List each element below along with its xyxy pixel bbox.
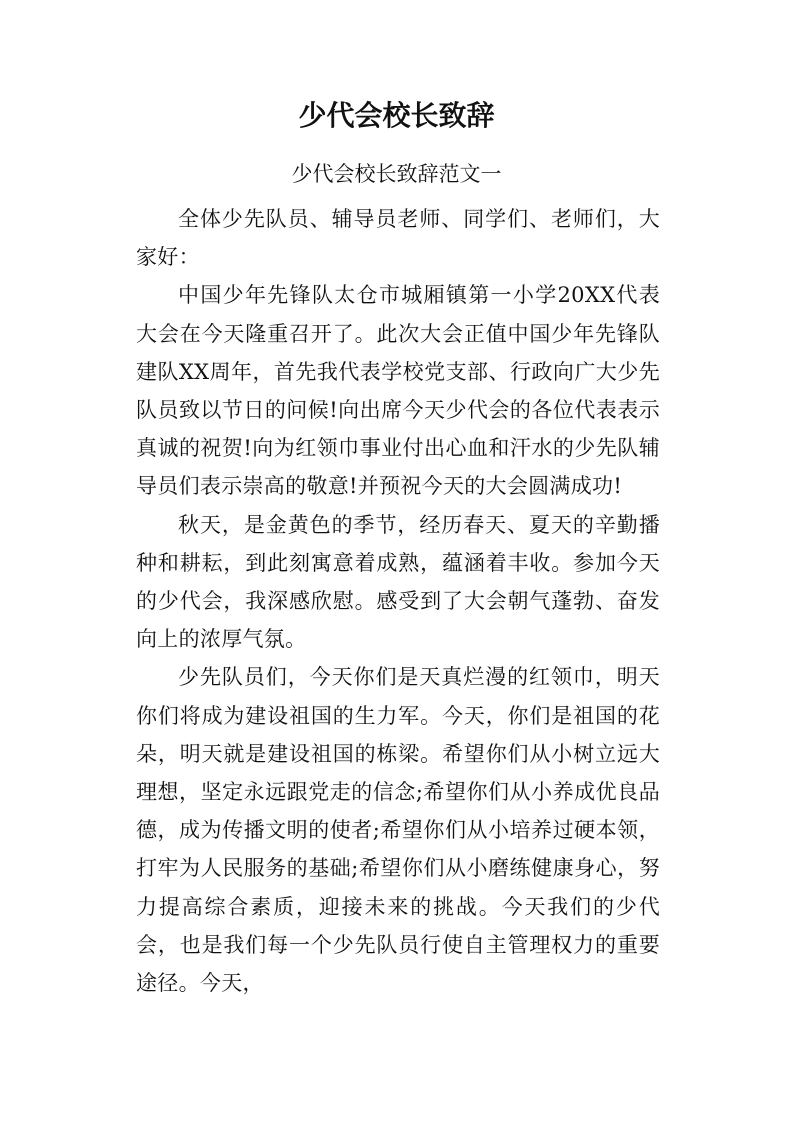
document-subtitle: 少代会校长致辞范文一 <box>291 162 502 186</box>
paragraph-greeting: 全体少先队员、辅导员老师、同学们、老师们，大家好： <box>136 207 660 270</box>
document-body <box>136 200 660 1002</box>
paragraph-autumn: 秋天，是金黄色的季节，经历春天、夏天的辛勤播种和耕耘，到此刻寓意着成熟，蕴涵着丰收。参加今天的少代会，我深感欣慰。感受到了大会朝气蓬勃、奋发向上的浓厚气氛。 <box>136 512 660 652</box>
paragraph-opening: 中国少年先锋队太仓市城厢镇第一小学20XX代表大会在今天隆重召开了。此次大会正值中国少年先锋队建队XX周年，首先我代表学校党支部、行政向广大少先队员致以节日的问候!向出席今天少代会的各位代表表示真诚的祝贺!向为红领巾事业付出心血和汗水的少先队辅导员们表示崇高的敬意!并预祝今天的大会圆满成功! <box>136 283 660 499</box>
paragraph-expectations: 少先队员们，今天你们是天真烂漫的红领巾，明天你们将成为建设祖国的生力军。今天，你们是祖国的花朵，明天就是建设祖国的栋梁。希望你们从小树立远大理想，坚定永远跟党走的信念;希望你们从小养成优良品德，成为传播文明的使者;希望你们从小培养过硬本领，打牢为人民服务的基础;希望你们从小磨练健康身心，努力提高综合素质，迎接未来的挑战。今天我们的少代会，也是我们每一个少先队员行使自主管理权力的重要途径。今天， <box>136 665 660 996</box>
document-title: 少代会校长致辞 <box>298 99 495 132</box>
